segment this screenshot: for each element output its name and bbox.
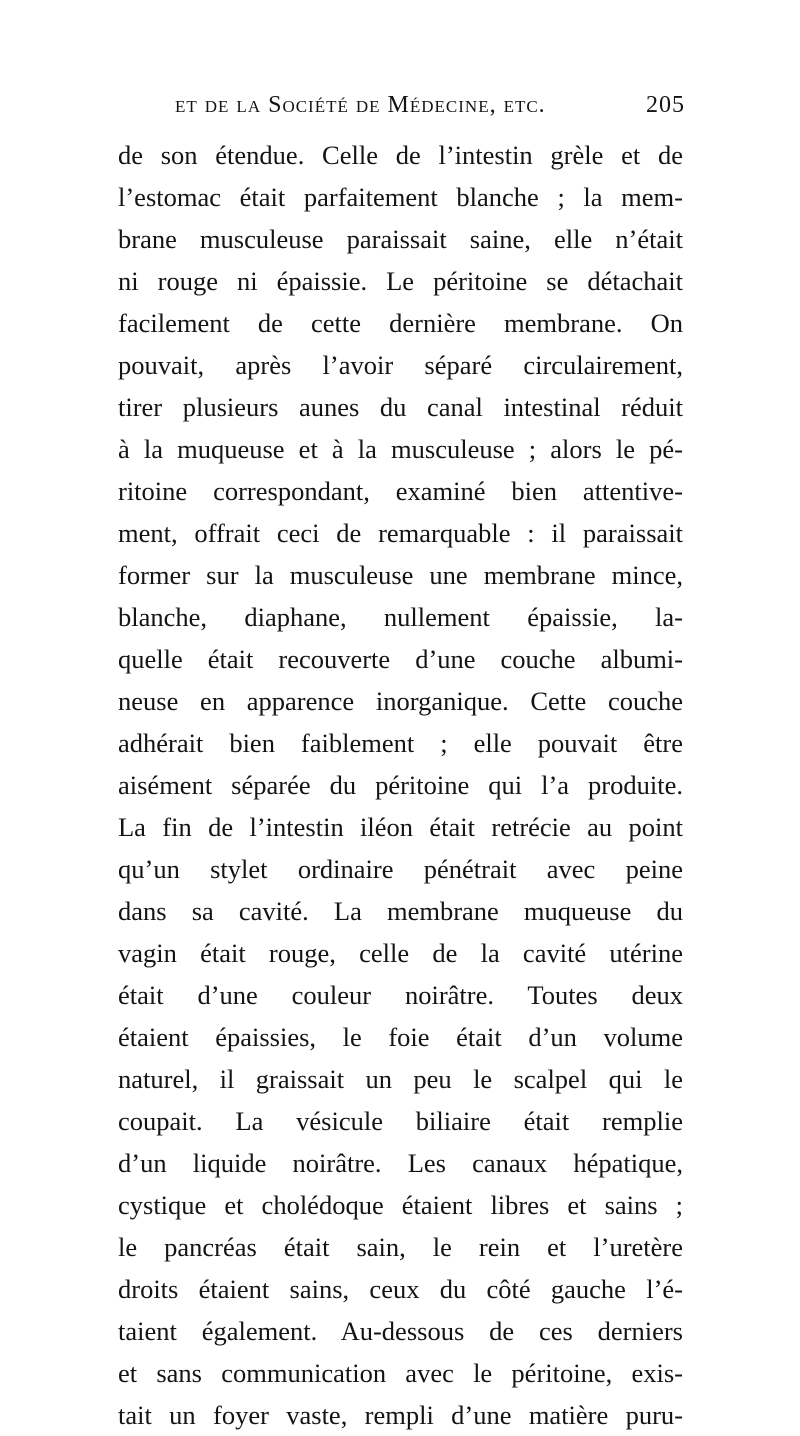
text-line: étaient épaissies, le foie était d’un volume <box>118 1022 683 1052</box>
text-line: naturel, il graissait un peu le scalpel qui le <box>118 1064 683 1094</box>
text-line: d’un liquide noirâtre. Les canaux hépatique, <box>118 1148 683 1178</box>
running-head <box>175 92 685 132</box>
text-line: blanche, diaphane, nullement épaissie, la- <box>118 602 683 632</box>
text-line: aisément séparée du péritoine qui l’a produite. <box>118 770 683 800</box>
text-line: qu’un stylet ordinaire pénétrait avec peine <box>118 854 683 884</box>
text-line: coupait. La vésicule biliaire était remplie <box>118 1106 683 1136</box>
text-line: neuse en apparence inorganique. Cette couche <box>118 686 683 716</box>
text-line: quelle était recouverte d’une couche albumi- <box>118 644 683 674</box>
body-text <box>118 134 683 1436</box>
text-line: former sur la musculeuse une membrane mince, <box>118 560 683 590</box>
text-line: adhérait bien faiblement ; elle pouvait être <box>118 728 683 758</box>
text-line: taient également. Au-dessous de ces derniers <box>118 1316 683 1346</box>
text-line: l’estomac était parfaitement blanche ; la mem- <box>118 182 683 212</box>
text-line: La fin de l’intestin iléon était retrécie au point <box>118 812 683 842</box>
text-line: ni rouge ni épaissie. Le péritoine se détachait <box>118 266 683 296</box>
text-line: de son étendue. Celle de l’intestin grèle et de <box>118 140 683 170</box>
text-line: ment, offrait ceci de remarquable : il paraissait <box>118 518 683 548</box>
text-line: tait un foyer vaste, rempli d’une matière puru- <box>118 1400 683 1430</box>
text-line: vagin était rouge, celle de la cavité utérine <box>118 938 683 968</box>
text-line: pouvait, après l’avoir séparé circulairement, <box>118 350 683 380</box>
text-line: droits étaient sains, ceux du côté gauche l’é- <box>118 1274 683 1304</box>
text-line: ritoine correspondant, examiné bien attentive- <box>118 476 683 506</box>
text-line: dans sa cavité. La membrane muqueuse du <box>118 896 683 926</box>
text-line: cystique et cholédoque étaient libres et sains ; <box>118 1190 683 1220</box>
page-number: 205 <box>646 92 685 118</box>
text-line: le pancréas était sain, le rein et l’uretère <box>118 1232 683 1262</box>
text-line: à la muqueuse et à la musculeuse ; alors le pé- <box>118 434 683 464</box>
text-line: était d’une couleur noirâtre. Toutes deux <box>118 980 683 1010</box>
text-line: facilement de cette dernière membrane. On <box>118 308 683 338</box>
text-line: et sans communication avec le péritoine, exis- <box>118 1358 683 1388</box>
text-line: brane musculeuse paraissait saine, elle n’était <box>118 224 683 254</box>
text-line: tirer plusieurs aunes du canal intestinal réduit <box>118 392 683 422</box>
running-title: et de la Société de Médecine, etc. <box>175 92 546 118</box>
